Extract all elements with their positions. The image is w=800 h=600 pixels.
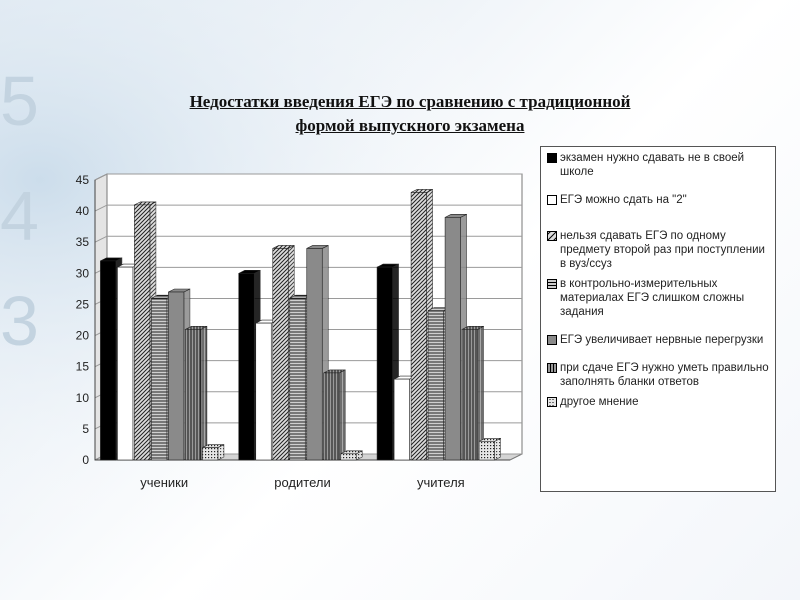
x-tick-label: ученики — [140, 475, 189, 490]
bar — [100, 261, 116, 460]
svg-text:5: 5 — [0, 62, 39, 140]
y-tick-label: 15 — [75, 359, 89, 374]
legend-label: ЕГЭ увеличивает нервные перегрузки — [560, 334, 764, 346]
bar-side — [339, 370, 345, 460]
bar — [134, 205, 150, 460]
legend-item — [547, 395, 769, 411]
bar — [185, 329, 201, 460]
legend-label: в контрольно-измерительных материалах ЕГЭ слишком сложны задания — [560, 278, 745, 318]
legend-item — [547, 151, 769, 179]
bar — [151, 298, 167, 460]
bar-chart — [40, 160, 530, 500]
legend-label: нельзя сдавать ЕГЭ по одному предмету второй раз при поступлении в вуз/ссуз — [560, 230, 765, 270]
chart-legend — [540, 146, 776, 492]
bar — [168, 292, 184, 460]
bar — [324, 373, 340, 460]
svg-text:3: 3 — [0, 282, 39, 360]
bar — [411, 192, 427, 460]
y-tick-label: 20 — [75, 328, 89, 343]
legend-item — [547, 193, 769, 209]
bar — [256, 323, 272, 460]
bar — [479, 441, 495, 460]
x-tick-label: родители — [274, 475, 331, 490]
bar — [341, 454, 357, 460]
y-tick-label: 10 — [75, 390, 89, 405]
y-tick-label: 35 — [75, 235, 89, 250]
legend-label: ЕГЭ можно сдать на "2" — [560, 194, 687, 206]
legend-item — [547, 333, 769, 349]
y-tick-label: 25 — [75, 297, 89, 312]
y-tick-label: 40 — [75, 204, 89, 219]
bar — [462, 329, 478, 460]
bar — [307, 248, 323, 460]
chart-title — [100, 90, 720, 138]
y-tick-label: 5 — [82, 421, 89, 436]
y-tick-label: 0 — [82, 453, 89, 467]
bar — [273, 248, 289, 460]
legend-item — [547, 229, 769, 271]
legend-label: другое мнение — [560, 396, 639, 408]
bar-side — [495, 438, 501, 460]
legend-swatch — [547, 363, 557, 377]
legend-swatch — [547, 195, 557, 209]
bar — [377, 267, 393, 460]
bar — [239, 273, 255, 460]
svg-text:4: 4 — [0, 177, 39, 255]
x-tick-label: учителя — [416, 475, 465, 490]
bar — [202, 448, 218, 460]
y-tick-label: 45 — [75, 173, 89, 187]
legend-swatch — [547, 279, 557, 293]
y-tick-label: 30 — [75, 266, 89, 281]
legend-swatch — [547, 397, 557, 411]
bar — [394, 379, 410, 460]
legend-label: при сдаче ЕГЭ нужно уметь правильно заполнять бланки ответов — [560, 362, 769, 388]
legend-swatch — [547, 335, 557, 349]
chart-title-line-2: формой выпускного экзамена — [295, 116, 525, 135]
legend-item — [547, 277, 769, 319]
legend-swatch — [547, 153, 557, 167]
bar — [290, 298, 306, 460]
legend-swatch — [547, 231, 557, 245]
legend-item — [547, 361, 769, 389]
bar-side — [201, 326, 207, 460]
chart-title-line-1: Недостатки введения ЕГЭ по сравнению с традиционной — [189, 92, 631, 111]
bar — [117, 267, 132, 460]
bar — [428, 311, 444, 460]
legend-label: экзамен нужно сдавать не в своей школе — [560, 152, 745, 178]
bar — [445, 217, 461, 460]
